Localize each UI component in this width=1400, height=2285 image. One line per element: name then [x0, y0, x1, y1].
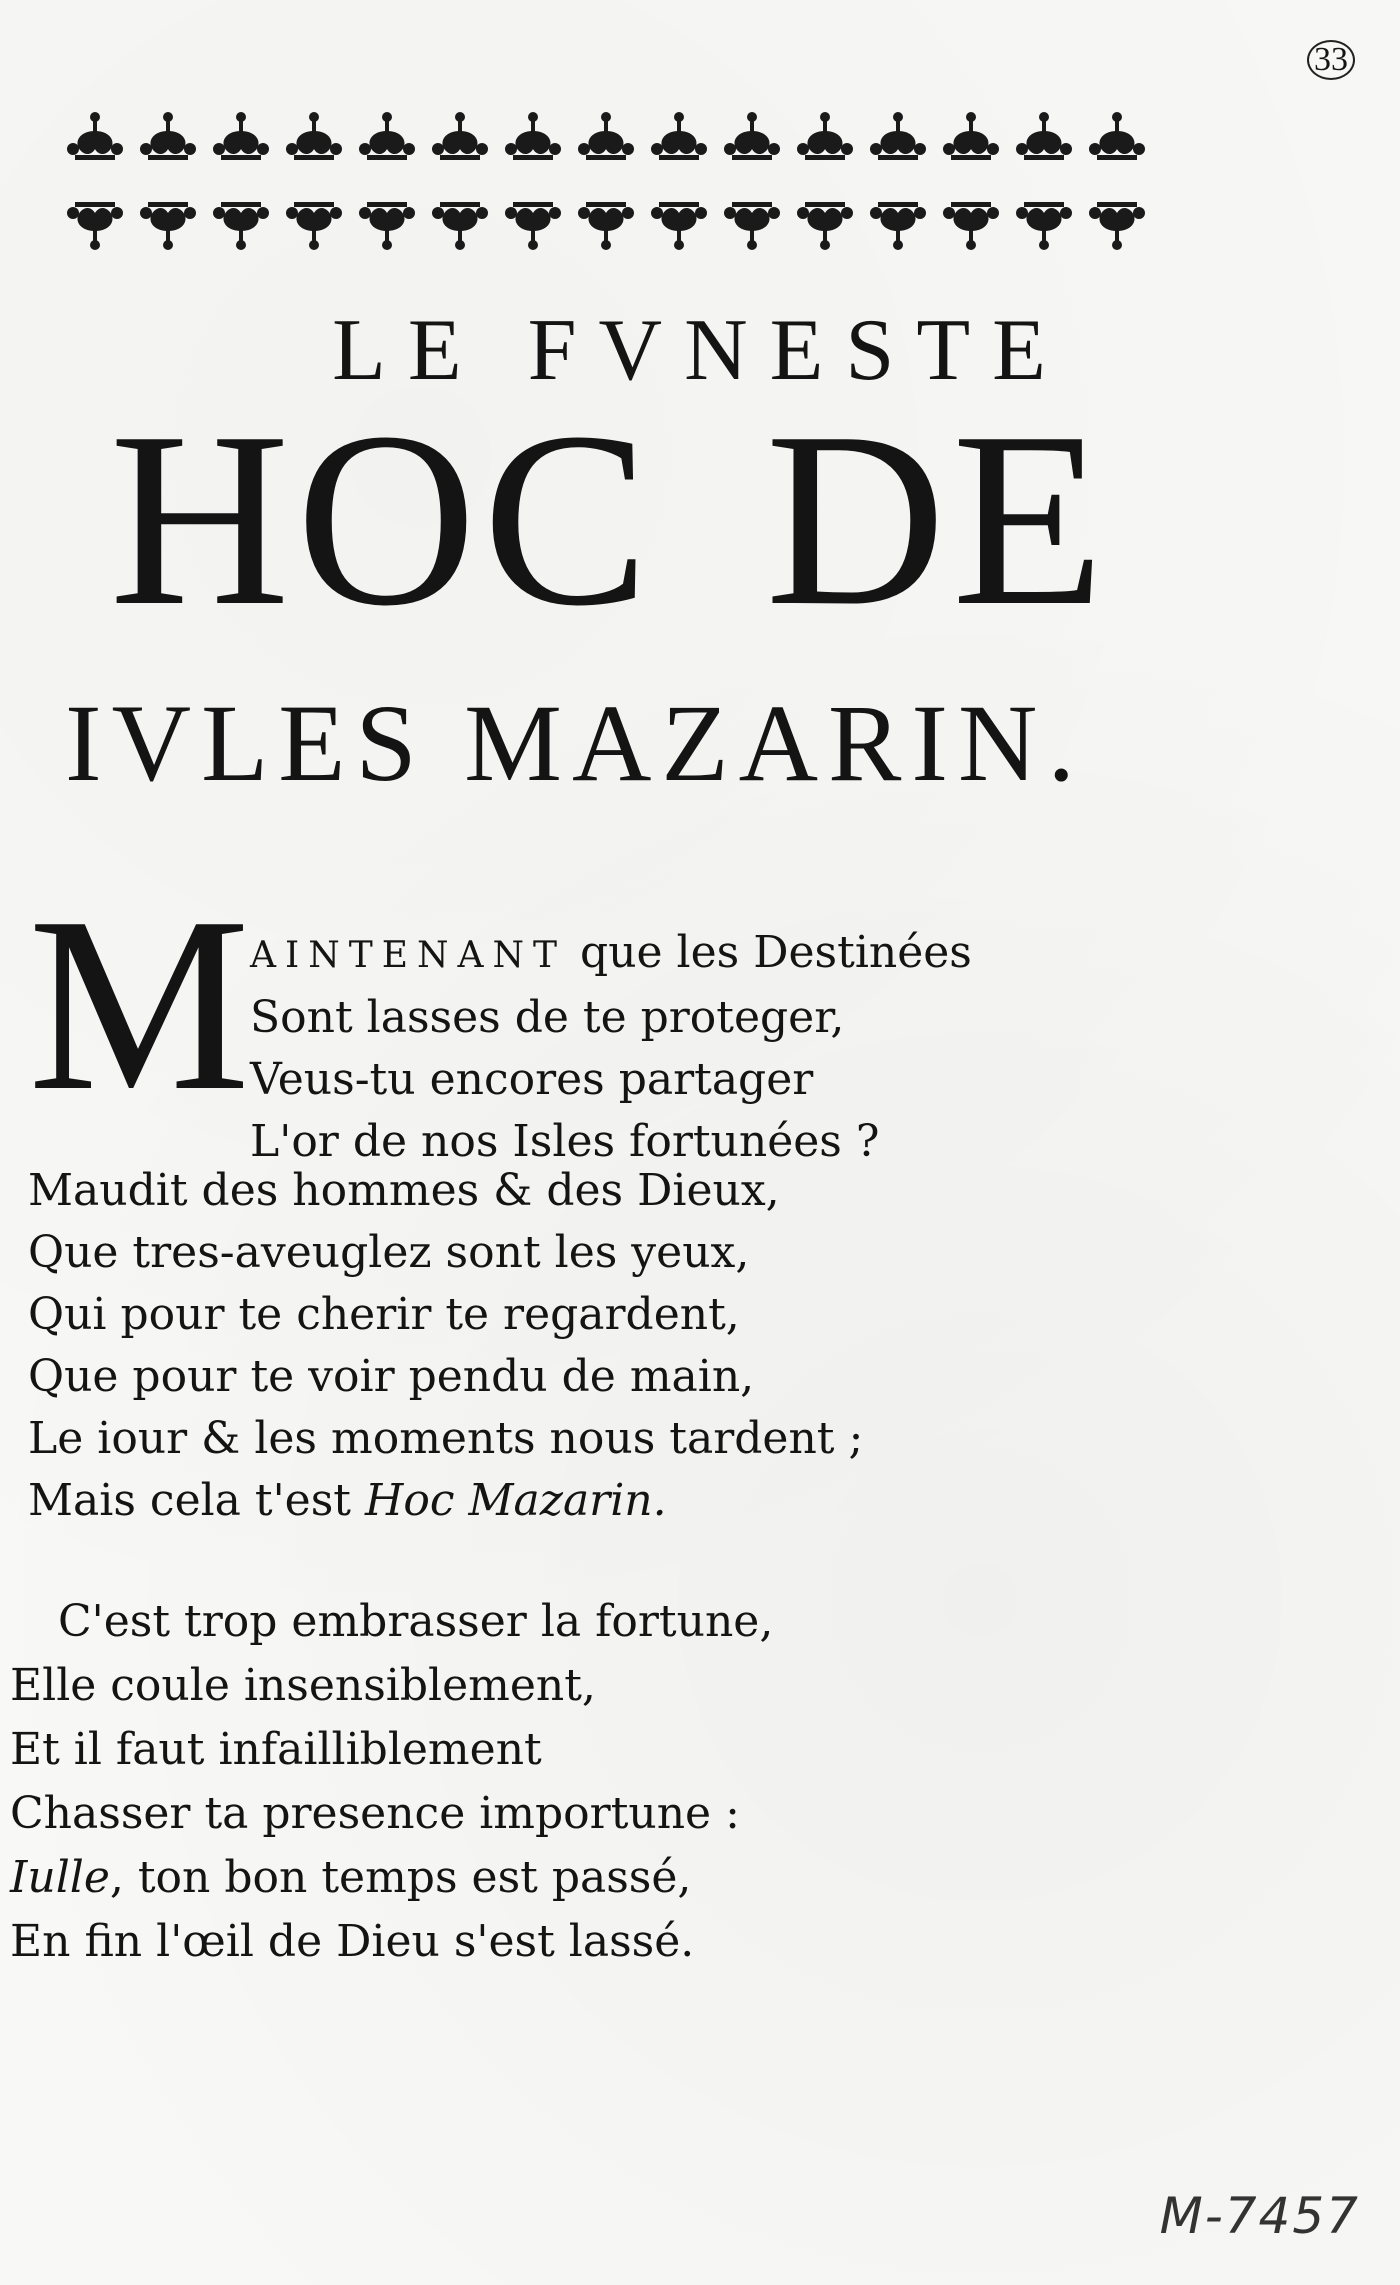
verse-line: Sont lasses de te proteger, — [250, 992, 845, 1043]
page-number: 33 — [1307, 40, 1355, 80]
verse-line: Qui pour te cherir te regardent, — [28, 1289, 740, 1340]
verse-text: que les Destinées — [580, 927, 972, 978]
verse-line: Que tres-aveuglez sont les yeux, — [28, 1227, 750, 1278]
verse-line: L'or de nos Isles fortunées ? — [250, 1116, 880, 1167]
verse-line: Maudit des hommes & des Dieux, — [28, 1165, 780, 1216]
verse-line — [28, 1470, 863, 1532]
fleuron-band-icon — [65, 95, 1155, 270]
italic-name: Iulle — [10, 1852, 110, 1903]
title-line-1: LE FVNESTE — [332, 302, 1068, 399]
title-line-2 — [40, 381, 1180, 658]
title-word-hoc: HOC — [109, 381, 656, 658]
stanza-3 — [10, 1590, 773, 1974]
verse-line: Que pour te voir pendu de main, — [28, 1351, 755, 1402]
stanza-2 — [28, 1160, 863, 1532]
verse-text: Mais cela t'est — [28, 1475, 351, 1526]
verse-line: Le iour & les moments nous tardent ; — [28, 1413, 864, 1464]
verse-line: Chasser ta presence importune : — [10, 1788, 740, 1839]
title-line-3: IVLES MAZARIN. — [65, 682, 1085, 804]
stanza-1 — [250, 922, 972, 1173]
verse-line: Et il faut infailliblement — [10, 1724, 542, 1775]
smallcaps-word: AINTENANT — [250, 935, 567, 976]
verse-text: , ton bon temps est passé, — [109, 1852, 692, 1903]
verse-line: C'est trop embrasser la fortune, — [58, 1596, 774, 1647]
verse-line — [250, 922, 972, 987]
italic-name: Hoc Mazarin. — [364, 1475, 667, 1526]
verse-line — [10, 1846, 773, 1910]
shelfmark: M-7457 — [1159, 2187, 1360, 2245]
drop-cap: M — [28, 866, 251, 1143]
title-word-de: DE — [765, 381, 1111, 658]
verse-line: Veus-tu encores partager — [250, 1054, 814, 1105]
verse-line: En fin l'œil de Dieu s'est lassé. — [10, 1916, 695, 1967]
verse-line: Elle coule insensiblement, — [10, 1660, 596, 1711]
